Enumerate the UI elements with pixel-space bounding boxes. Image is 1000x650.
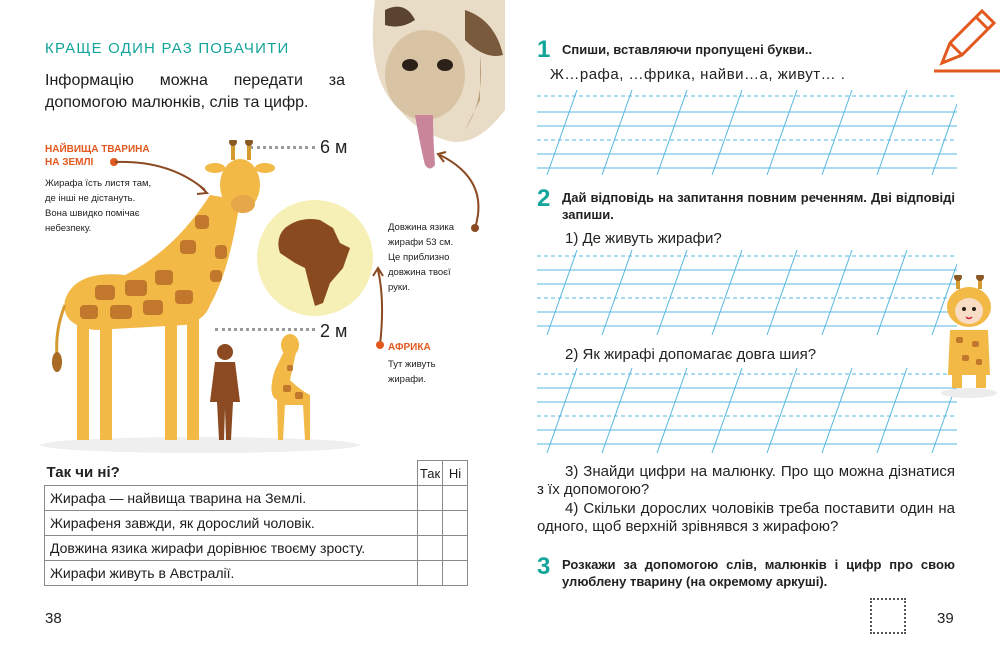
task-2-instruction: Дай відповідь на запитання повним реченням. Дві відповіді запиши. xyxy=(562,190,955,222)
no-checkbox-cell[interactable] xyxy=(443,511,468,536)
task-3-instruction: Розкажи за допомогою слів, малюнків і цифр про свою улюблену тварину (на окремому аркуші). xyxy=(562,557,955,589)
statement-cell: Жирафи живуть в Австралії. xyxy=(45,561,418,586)
task-1-number: 1 xyxy=(537,36,551,63)
africa-description xyxy=(388,357,478,387)
height-6m-label: 6 м xyxy=(320,137,348,157)
task-3-number: 3 xyxy=(537,553,551,580)
table-question: Так чи ні? xyxy=(46,464,120,482)
question-1: 1) Де живуть жирафи? xyxy=(565,230,722,247)
writing-lines-1[interactable] xyxy=(537,90,957,175)
self-assessment-box[interactable] xyxy=(870,598,906,634)
section-title: КРАЩЕ ОДИН РАЗ ПОБАЧИТИ xyxy=(45,40,290,57)
statement-cell: Жирафа — найвища тварина на Землі. xyxy=(45,486,418,511)
no-checkbox-cell[interactable] xyxy=(443,536,468,561)
tongue-line: руки. xyxy=(388,282,411,293)
writing-lines-2[interactable] xyxy=(537,250,957,335)
statement-cell: Жирафеня завжди, як дорослий чоловік. xyxy=(45,511,418,536)
child-giraffe-costume xyxy=(938,275,1000,400)
no-checkbox-cell[interactable] xyxy=(443,486,468,511)
pencil-icon xyxy=(930,5,1000,75)
yes-no-table xyxy=(44,460,468,586)
tallest-line: де інші не дістануть. xyxy=(45,193,136,204)
yes-checkbox-cell[interactable] xyxy=(418,536,443,561)
tallest-line: небезпеку. xyxy=(45,223,92,234)
no-checkbox-cell[interactable] xyxy=(443,561,468,586)
table-row xyxy=(45,486,468,511)
tallest-title-1: НАЙВИЩА ТВАРИНА xyxy=(45,144,150,155)
africa-line: жирафи. xyxy=(388,374,426,385)
yes-checkbox-cell[interactable] xyxy=(418,511,443,536)
question-3: 3) Знайди цифри на малюнку. Про що можна дізнатися з їх допомогою? xyxy=(537,463,955,498)
table-row xyxy=(45,511,468,536)
yes-checkbox-cell[interactable] xyxy=(418,486,443,511)
table-header-row xyxy=(45,461,468,486)
africa-title: АФРИКА xyxy=(388,342,431,353)
table-row xyxy=(45,561,468,586)
tongue-line: жирафи 53 см. xyxy=(388,237,454,248)
tongue-line: Це приблизно xyxy=(388,252,450,263)
annotation-arrows xyxy=(110,150,510,350)
africa-line: Тут живуть xyxy=(388,359,436,370)
page-number-left: 38 xyxy=(45,610,62,627)
statement-cell: Довжина язика жирафи дорівнює твоєму зросту. xyxy=(45,536,418,561)
table-row xyxy=(45,536,468,561)
tallest-line: Вона швидко помічає xyxy=(45,208,140,219)
col-yes-header: Так xyxy=(418,461,443,486)
col-no-header: Ні xyxy=(443,461,468,486)
task-2-number: 2 xyxy=(537,185,551,212)
tallest-line: Жирафа їсть листя там, xyxy=(45,178,152,189)
height-2m-label: 2 м xyxy=(320,321,348,341)
intro-text: Інформацію можна передати за допомогою малюнків, слів та цифр. xyxy=(45,72,345,111)
tongue-line: довжина твоєї xyxy=(388,267,451,278)
yes-checkbox-cell[interactable] xyxy=(418,561,443,586)
writing-lines-3[interactable] xyxy=(537,368,957,453)
task-1-instruction: Спиши, вставляючи пропущені букви.. xyxy=(562,42,813,57)
question-4: 4) Скільки дорослих чоловіків треба поставити один на одного, щоб верхній зрівнявся з жирафою? xyxy=(537,500,955,535)
page-number-right: 39 xyxy=(937,610,954,627)
tallest-title-2: НА ЗЕМЛІ xyxy=(45,157,94,168)
task-1-words: Ж…рафа, …фрика, найви…а, живут… . xyxy=(550,66,846,83)
question-2: 2) Як жирафі допомагає довга шия? xyxy=(565,346,817,363)
tongue-line: Довжина язика xyxy=(388,222,455,233)
